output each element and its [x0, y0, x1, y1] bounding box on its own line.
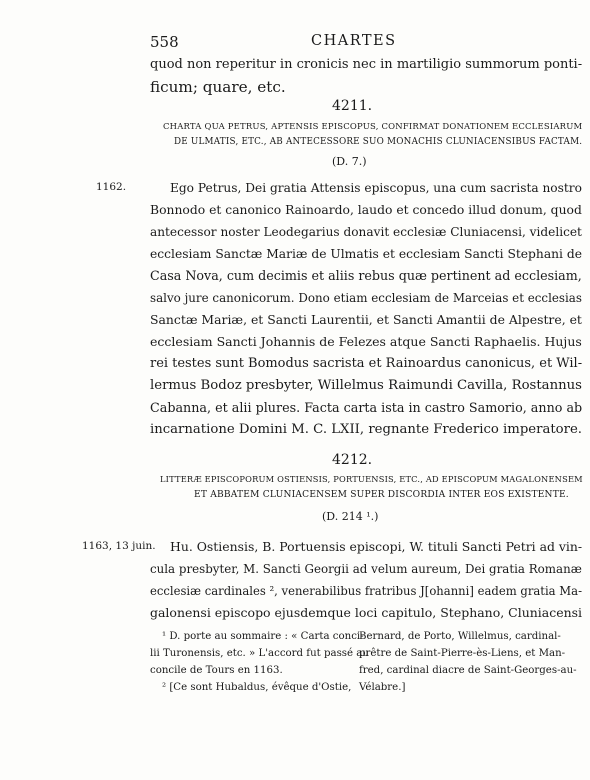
- charter-source: (D. 214 ¹.): [322, 510, 379, 523]
- text-line: rei testes sunt Bomodus sacrista et Rainoardus canonicus, et Wil-: [150, 356, 583, 371]
- text-line: galonensi episcopo ejusdemque loci capitulo, Stephano, Cluniacensi: [150, 605, 583, 620]
- footnote-line: ¹ D. porte au sommaire : « Carta conci-: [162, 631, 364, 642]
- text-line: Bonnodo et canonico Rainoardo, laudo et concedo illud donum, quod: [150, 203, 582, 217]
- charter-title-line: CHARTA QUA PETRUS, APTENSIS EPISCOPUS, CONFIRMAT DONATIONEM ECCLESIARUM: [163, 121, 583, 131]
- text-line: Casa Nova, cum decimis et aliis rebus quæ pertinent ad ecclesiam,: [150, 268, 582, 283]
- text-line: quod non reperitur in cronicis nec in martiligio summorum ponti-: [150, 57, 583, 72]
- charter-title-line: ET ABBATEM CLUNIACENSEM SUPER DISCORDIA INTER EOS EXISTENTE.: [194, 490, 569, 500]
- text-line: incarnatione Domini M. C. LXII, regnante Frederico imperatore.: [150, 422, 582, 437]
- charter-date: 1162.: [96, 181, 127, 193]
- charter-number: 4212.: [332, 452, 373, 468]
- text-line: Cabanna, et alii plures. Facta carta ista in castro Samorio, anno ab: [150, 400, 583, 415]
- footnote-line: concile de Tours en 1163.: [150, 665, 283, 676]
- text-line: antecessor noster Leodegarius donavit ecclesiæ Cluniacensi, videlicet: [150, 225, 582, 239]
- charter-title-line: LITTERÆ EPISCOPORUM OSTIENSIS, PORTUENSIS, ETC., AD EPISCOPUM MAGALONENSEM: [160, 474, 583, 484]
- footnote-line: Bernard, de Porto, Willelmus, cardinal-: [359, 631, 561, 642]
- text-line: Sanctæ Mariæ, et Sancti Laurentii, et Sancti Amantii de Alpestre, et: [150, 312, 582, 327]
- text-line: ficum; quare, etc.: [150, 78, 286, 96]
- footnote-line: prêtre de Saint-Pierre-ès-Liens, et Man-: [359, 648, 566, 659]
- charter-date: 1163, 13 juin.: [82, 540, 156, 552]
- charter-source: (D. 7.): [332, 155, 367, 168]
- footnote-line: fred, cardinal diacre de Saint-Georges-au-: [359, 665, 577, 676]
- running-title: CHARTES: [311, 33, 397, 49]
- text-line: Hu. Ostiensis, B. Portuensis episcopi, W. tituli Sancti Petri ad vin-: [170, 539, 583, 554]
- footnote-line: lii Turonensis, etc. » L'accord fut passé au: [150, 648, 369, 659]
- text-line: ecclesiæ cardinales ², venerabilibus fratribus J[ohanni] eadem gratia Ma-: [150, 584, 583, 598]
- text-line: salvo jure canonicorum. Dono etiam ecclesiam de Marceias et ecclesias: [150, 291, 582, 305]
- charter-number: 4211.: [332, 98, 373, 114]
- footnote-line: ² [Ce sont Hubaldus, évêque d'Ostie,: [162, 682, 352, 693]
- text-line: cula presbyter, M. Sancti Georgii ad velum aureum, Dei gratia Romanæ: [150, 562, 582, 576]
- charter-title-line: DE ULMATIS, ETC., AB ANTECESSORE SUO MONACHIS CLUNIACENSIBUS FACTAM.: [174, 137, 583, 147]
- text-line: lermus Bodoz presbyter, Willelmus Raimundi Cavilla, Rostannus: [150, 378, 582, 393]
- text-line: ecclesiam Sancti Johannis de Felezes atque Sancti Raphaelis. Hujus: [150, 334, 582, 349]
- text-line: Ego Petrus, Dei gratia Attensis episcopus, una cum sacrista nostro: [170, 181, 582, 195]
- page-number: 558: [150, 33, 179, 51]
- text-line: ecclesiam Sanctæ Mariæ de Ulmatis et ecclesiam Sancti Stephani de: [150, 247, 583, 261]
- footnote-line: Vélabre.]: [359, 682, 406, 693]
